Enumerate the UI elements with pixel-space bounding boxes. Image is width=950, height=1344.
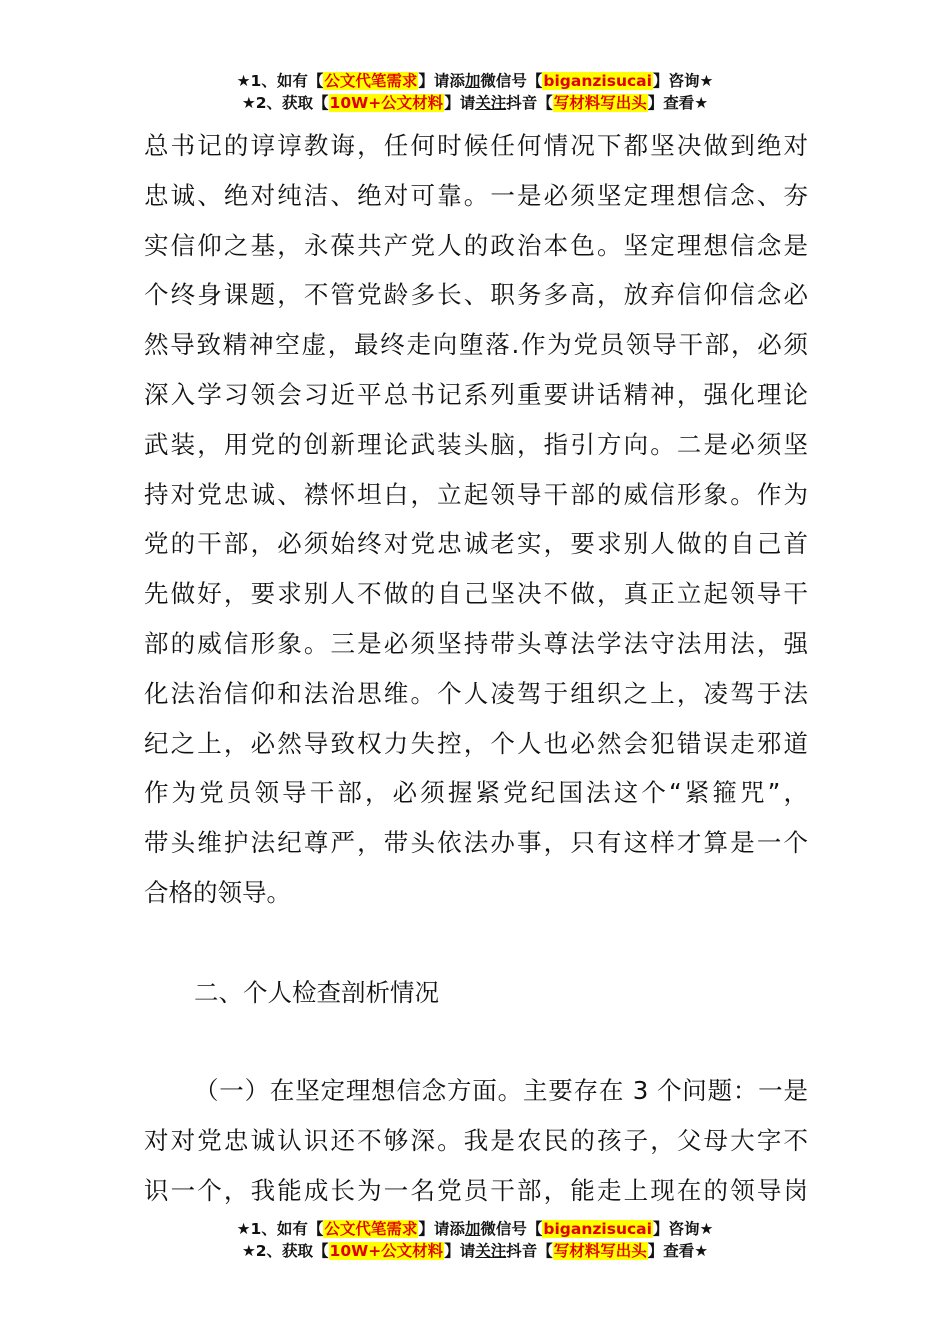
promo-text: 抖音【 bbox=[506, 94, 553, 112]
text-line: 合格的领导。 bbox=[144, 877, 291, 907]
promo-highlight: 10W+公文材料 bbox=[329, 94, 444, 112]
text-line: 先做好，要求别人不做的自己坚决不做，真正立起领导干 bbox=[144, 579, 808, 609]
promo-line-1 bbox=[0, 1218, 950, 1240]
section-heading: 二、个人检查剖析情况 bbox=[194, 978, 439, 1007]
body-paragraph-1 bbox=[144, 121, 808, 918]
text-line: 识一个，我能成长为一名党员干部，能走上现在的领导岗 bbox=[144, 1175, 808, 1205]
text-line: 武装，用党的创新理论武装头脑，指引方向。二是必须坚 bbox=[144, 429, 808, 459]
promo-line-1 bbox=[0, 70, 950, 92]
text-line: 部的威信形象。三是必须坚持带头尊法学法守法用法，强 bbox=[144, 628, 808, 658]
promo-text: ★2、获取【 bbox=[241, 1242, 329, 1260]
promo-text: 抖音【 bbox=[506, 1242, 553, 1260]
promo-highlight: 公文代笔需求 bbox=[324, 72, 418, 90]
promo-text: 】查看★ bbox=[647, 1242, 709, 1260]
promo-line-2 bbox=[0, 1240, 950, 1262]
top-promo-banner bbox=[0, 70, 950, 114]
promo-douyin-account: 写材料写出头 bbox=[553, 1242, 647, 1260]
text-line: 深入学习领会习近平总书记系列重要讲话精神，强化理论 bbox=[144, 379, 808, 409]
text-line: 忠诚、绝对纯洁、绝对可靠。一是必须坚定理想信念、夯 bbox=[144, 180, 808, 210]
promo-wechat-id: biganzisucai bbox=[543, 1220, 652, 1238]
text-line: 带头维护法纪尊严，带头依法办事，只有这样才算是一个 bbox=[144, 828, 808, 858]
promo-text: ★1、如有【 bbox=[236, 1220, 324, 1238]
text-line: 然导致精神空虚，最终走向堕落.作为党员领导干部，必须 bbox=[144, 330, 808, 360]
bottom-promo-banner bbox=[0, 1218, 950, 1262]
promo-highlight: 公文代笔需求 bbox=[324, 1220, 418, 1238]
body-paragraph-2 bbox=[144, 1066, 808, 1215]
text-line: 化法治信仰和法治思维。个人凌驾于组织之上，凌驾于法 bbox=[144, 678, 808, 708]
promo-text: ★1、如有【 bbox=[236, 72, 324, 90]
promo-underline: 关注 bbox=[475, 1242, 507, 1260]
text-line: 个终身课题，不管党龄多长、职务多高，放弃信仰信念必 bbox=[144, 280, 808, 310]
promo-text: 微信号【 bbox=[480, 1220, 543, 1238]
promo-text: 】咨询★ bbox=[652, 72, 714, 90]
promo-text: 】查看★ bbox=[647, 94, 709, 112]
text-line: 党的干部，必须始终对党忠诚老实，要求别人做的自己首 bbox=[144, 529, 808, 559]
text-line: 实信仰之基，永葆共产党人的政治本色。坚定理想信念是 bbox=[144, 230, 808, 260]
text-line: 持对党忠诚、襟怀坦白，立起领导干部的威信形象。作为 bbox=[144, 479, 808, 509]
promo-douyin-account: 写材料写出头 bbox=[553, 94, 647, 112]
promo-text: 】请添 bbox=[418, 72, 465, 90]
promo-highlight: 10W+公文材料 bbox=[329, 1242, 444, 1260]
promo-text: ★2、获取【 bbox=[241, 94, 329, 112]
promo-text: 微信号【 bbox=[480, 72, 543, 90]
promo-text: 】请 bbox=[444, 1242, 476, 1260]
text-line: 对对党忠诚认识还不够深。我是农民的孩子，父母大字不 bbox=[144, 1125, 808, 1155]
promo-wechat-id: biganzisucai bbox=[543, 72, 652, 90]
promo-underline: 加 bbox=[464, 1220, 481, 1238]
promo-text: 】咨询★ bbox=[652, 1220, 714, 1238]
text-line: （一）在坚定理想信念方面。主要存在 3 个问题：一是 bbox=[194, 1076, 808, 1105]
promo-underline: 关注 bbox=[475, 94, 507, 112]
promo-text: 】请 bbox=[444, 94, 476, 112]
promo-underline: 加 bbox=[464, 72, 481, 90]
text-line: 作为党员领导干部，必须握紧党纪国法这个“紧箍咒”， bbox=[144, 778, 808, 808]
text-line: 纪之上，必然导致权力失控，个人也必然会犯错误走邪道 bbox=[144, 728, 808, 758]
text-line: 总书记的谆谆教诲，任何时候任何情况下都坚决做到绝对 bbox=[144, 131, 808, 160]
promo-line-2 bbox=[0, 92, 950, 114]
promo-text: 】请添 bbox=[418, 1220, 465, 1238]
